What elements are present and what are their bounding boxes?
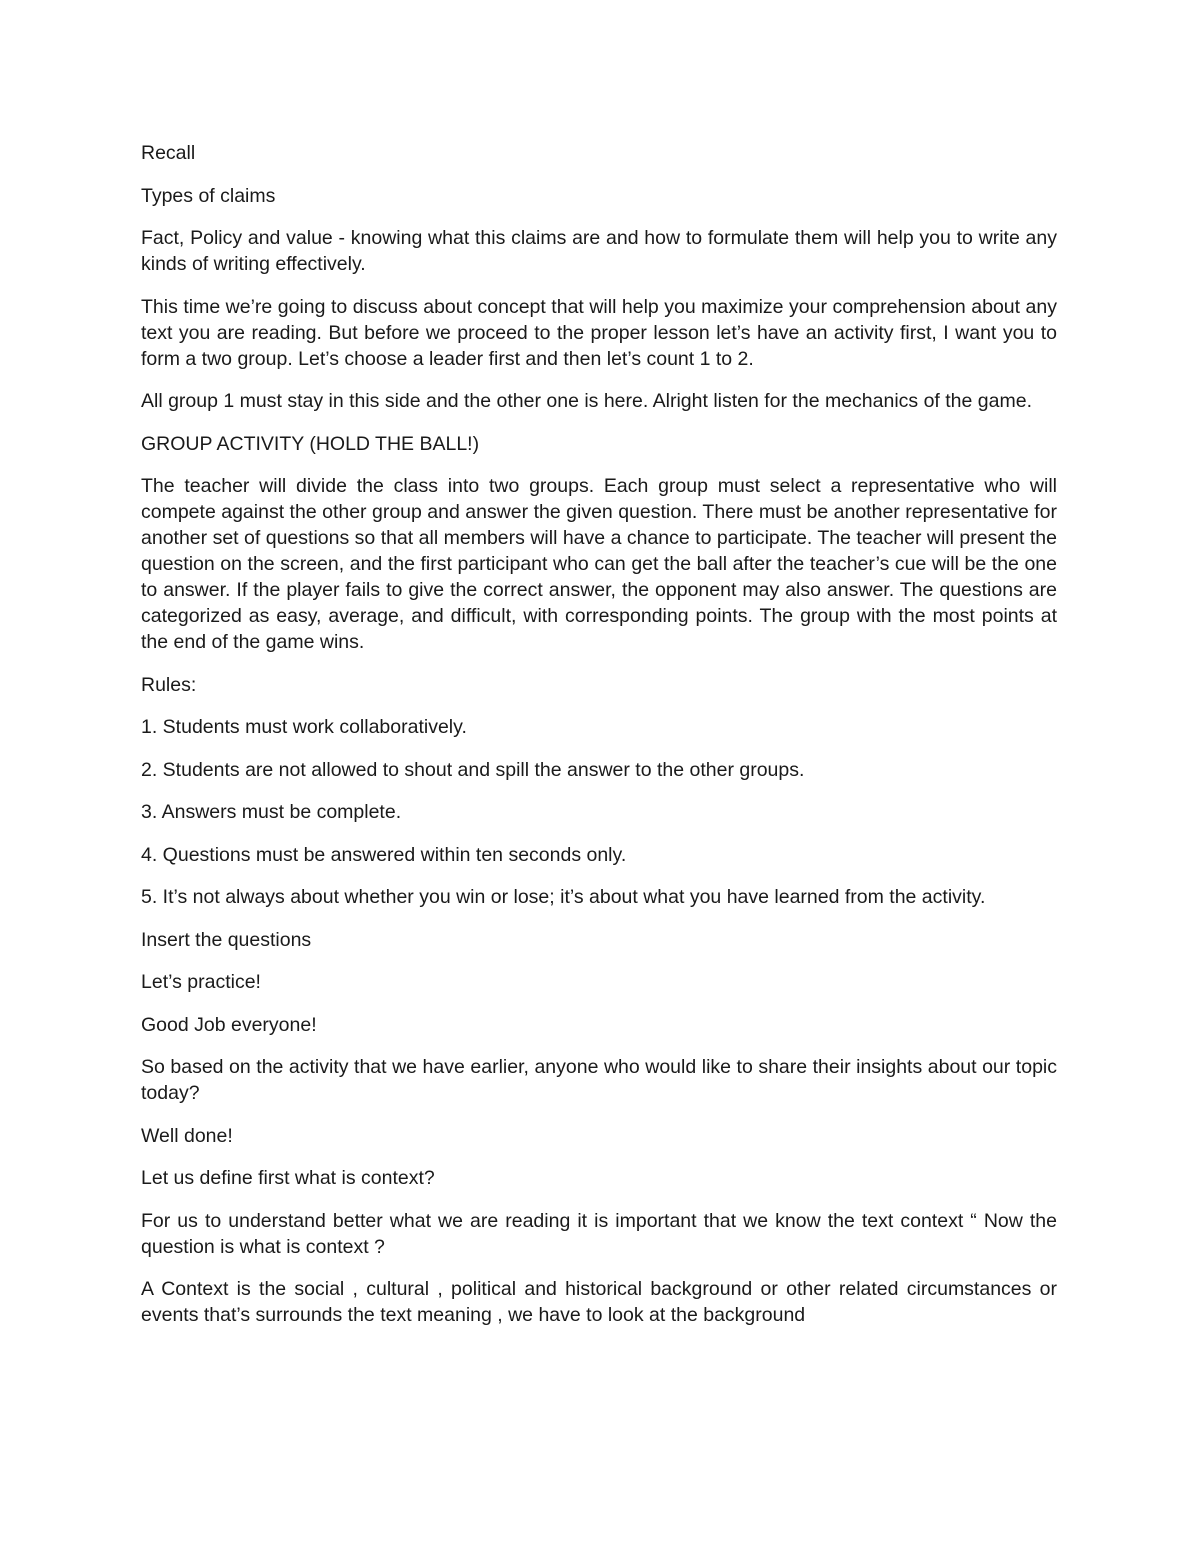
paragraph: Types of claims [141, 184, 276, 207]
paragraph: Recall [141, 142, 196, 164]
document-body [141, 140, 1057, 1345]
paragraph: Insert the questions [141, 928, 312, 951]
paragraph: Good Job everyone! [141, 1013, 317, 1036]
paragraph: Let us define first what is context? [141, 1167, 435, 1189]
rule-item: 3. Answers must be complete. [141, 801, 402, 823]
paragraph: So based on the activity that we have earlier, anyone who would like to share their insights about our topic today? [141, 1056, 1057, 1104]
paragraph: This time we’re going to discuss about concept that will help you maximize your comprehension about any text you are reading. But before we proceed to the proper lesson let’s have an activity first, I want you to form a two group. Let’s choose a leader first and then let’s count 1 to 2. [141, 295, 1057, 370]
rule-item: 4. Questions must be answered within ten seconds only. [141, 843, 627, 866]
paragraph: Well done! [141, 1124, 233, 1147]
paragraph: For us to understand better what we are reading it is important that we know the text context “ Now the question is what is context ? [141, 1209, 1057, 1258]
paragraph: A Context is the social , cultural , political and historical background or other related circumstances or events that’s surrounds the text meaning , we have to look at the background [141, 1278, 1057, 1326]
rule-item: 2. Students are not allowed to shout and spill the answer to the other groups. [141, 758, 805, 781]
paragraph: All group 1 must stay in this side and the other one is here. Alright listen for the mechanics of the game. [141, 390, 1032, 412]
rule-item: 1. Students must work collaboratively. [141, 716, 467, 738]
paragraph: Let’s practice! [141, 971, 261, 993]
rule-item: 5. It’s not always about whether you win or lose; it’s about what you have learned from the activity. [141, 886, 986, 908]
paragraph: The teacher will divide the class into two groups. Each group must select a representative who will compete against the other group and answer the given question. There must be another representative for another set of questions so that all members will have a chance to participate. The teacher will present the question on the screen, and the first participant who can get the ball after the teacher’s cue will be the one to answer. If the player fails to give the correct answer, the opponent may also answer. The questions are categorized as easy, average, and difficult, with corresponding points. The group with the most points at the end of the game wins. [141, 475, 1057, 653]
paragraph: Fact, Policy and value - knowing what this claims are and how to formulate them will help you to write any kinds of writing effectively. [141, 227, 1057, 275]
section-heading: GROUP ACTIVITY (HOLD THE BALL!) [141, 432, 480, 455]
rules-heading: Rules: [141, 673, 197, 696]
